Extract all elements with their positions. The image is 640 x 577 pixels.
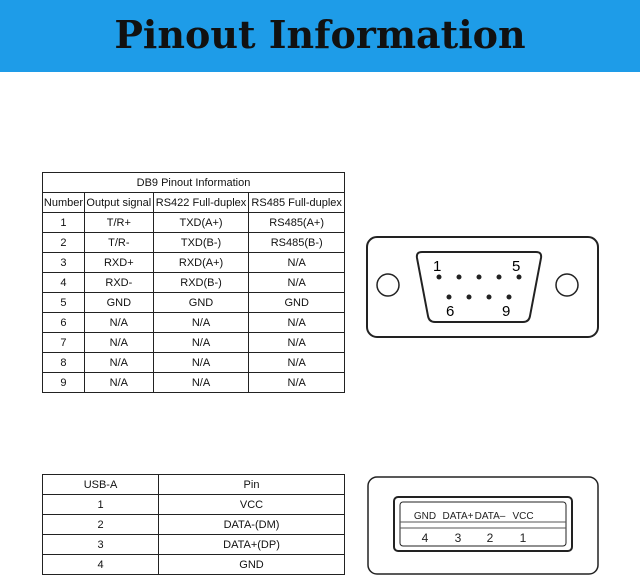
pin-dot bbox=[467, 295, 472, 300]
table-cell: GND bbox=[84, 293, 153, 313]
table-cell: 8 bbox=[43, 353, 85, 373]
table-cell: T/R+ bbox=[84, 213, 153, 233]
table-cell: 1 bbox=[43, 213, 85, 233]
screw-hole-right bbox=[556, 274, 578, 296]
table-cell: RXD- bbox=[84, 273, 153, 293]
table-cell: TXD(A+) bbox=[153, 213, 249, 233]
usb-signal-label: VCC bbox=[512, 511, 534, 522]
table-cell: DATA+(DP) bbox=[159, 535, 345, 555]
table-cell: N/A bbox=[249, 313, 345, 333]
column-header: RS485 Full-duplex bbox=[249, 193, 345, 213]
table-cell: N/A bbox=[249, 273, 345, 293]
table-cell: 3 bbox=[43, 253, 85, 273]
pin-label-5: 5 bbox=[512, 258, 521, 275]
table-cell: DATA-(DM) bbox=[159, 515, 345, 535]
table-cell: TXD(B-) bbox=[153, 233, 249, 253]
table-cell: RXD(B-) bbox=[153, 273, 249, 293]
table-caption: DB9 Pinout Information bbox=[43, 173, 345, 193]
table-cell: T/R- bbox=[84, 233, 153, 253]
pin-dot bbox=[437, 275, 442, 280]
usb-pin-number: 3 bbox=[454, 531, 462, 545]
table-cell: N/A bbox=[153, 333, 249, 353]
table-cell: 5 bbox=[43, 293, 85, 313]
table-cell: GND bbox=[159, 555, 345, 575]
table-cell: 1 bbox=[43, 495, 159, 515]
table-cell: N/A bbox=[249, 373, 345, 393]
table-cell: 4 bbox=[43, 273, 85, 293]
pin-label-9: 9 bbox=[502, 303, 511, 320]
usb-pin-number: 4 bbox=[421, 531, 429, 545]
table-cell: N/A bbox=[153, 313, 249, 333]
pin-dot bbox=[447, 295, 452, 300]
table-cell: RS485(A+) bbox=[249, 213, 345, 233]
usb-signal-label: DATA+ bbox=[442, 511, 474, 522]
pin-dot bbox=[497, 275, 502, 280]
pin-label-6: 6 bbox=[446, 303, 455, 320]
column-header: Output signal bbox=[84, 193, 153, 213]
table-cell: N/A bbox=[153, 373, 249, 393]
table-cell: N/A bbox=[84, 353, 153, 373]
table-cell: 4 bbox=[43, 555, 159, 575]
pin-dot bbox=[457, 275, 462, 280]
table-cell: GND bbox=[153, 293, 249, 313]
table-cell: N/A bbox=[84, 313, 153, 333]
pin-dot bbox=[477, 275, 482, 280]
table-cell: N/A bbox=[84, 333, 153, 353]
table-cell: RXD+ bbox=[84, 253, 153, 273]
usb-a-connector-diagram bbox=[368, 477, 598, 574]
pin-label-1: 1 bbox=[433, 258, 442, 275]
column-header: RS422 Full-duplex bbox=[153, 193, 249, 213]
table-cell: N/A bbox=[249, 353, 345, 373]
column-header: USB-A bbox=[43, 475, 159, 495]
table-cell: N/A bbox=[249, 253, 345, 273]
table-cell: VCC bbox=[159, 495, 345, 515]
pin-dot bbox=[487, 295, 492, 300]
table-cell: 6 bbox=[43, 313, 85, 333]
table-cell: 3 bbox=[43, 535, 159, 555]
table-cell: N/A bbox=[249, 333, 345, 353]
table-cell: 9 bbox=[43, 373, 85, 393]
screw-hole-left bbox=[377, 274, 399, 296]
column-header: Pin bbox=[159, 475, 345, 495]
table-cell: RS485(B-) bbox=[249, 233, 345, 253]
usb-signal-label: DATA– bbox=[474, 511, 506, 522]
db9-connector-diagram bbox=[367, 237, 598, 337]
table-cell: 2 bbox=[43, 515, 159, 535]
table-cell: 2 bbox=[43, 233, 85, 253]
usb-pin-number: 1 bbox=[519, 531, 527, 545]
column-header: Number bbox=[43, 193, 85, 213]
page-title: Pinout Information bbox=[114, 12, 526, 57]
usb-pin-number: 2 bbox=[486, 531, 494, 545]
pin-dot bbox=[507, 295, 512, 300]
table-cell: N/A bbox=[153, 353, 249, 373]
table-cell: N/A bbox=[84, 373, 153, 393]
pin-dot bbox=[517, 275, 522, 280]
table-cell: RXD(A+) bbox=[153, 253, 249, 273]
table-cell: GND bbox=[249, 293, 345, 313]
table-cell: 7 bbox=[43, 333, 85, 353]
usb-signal-label: GND bbox=[413, 511, 437, 522]
